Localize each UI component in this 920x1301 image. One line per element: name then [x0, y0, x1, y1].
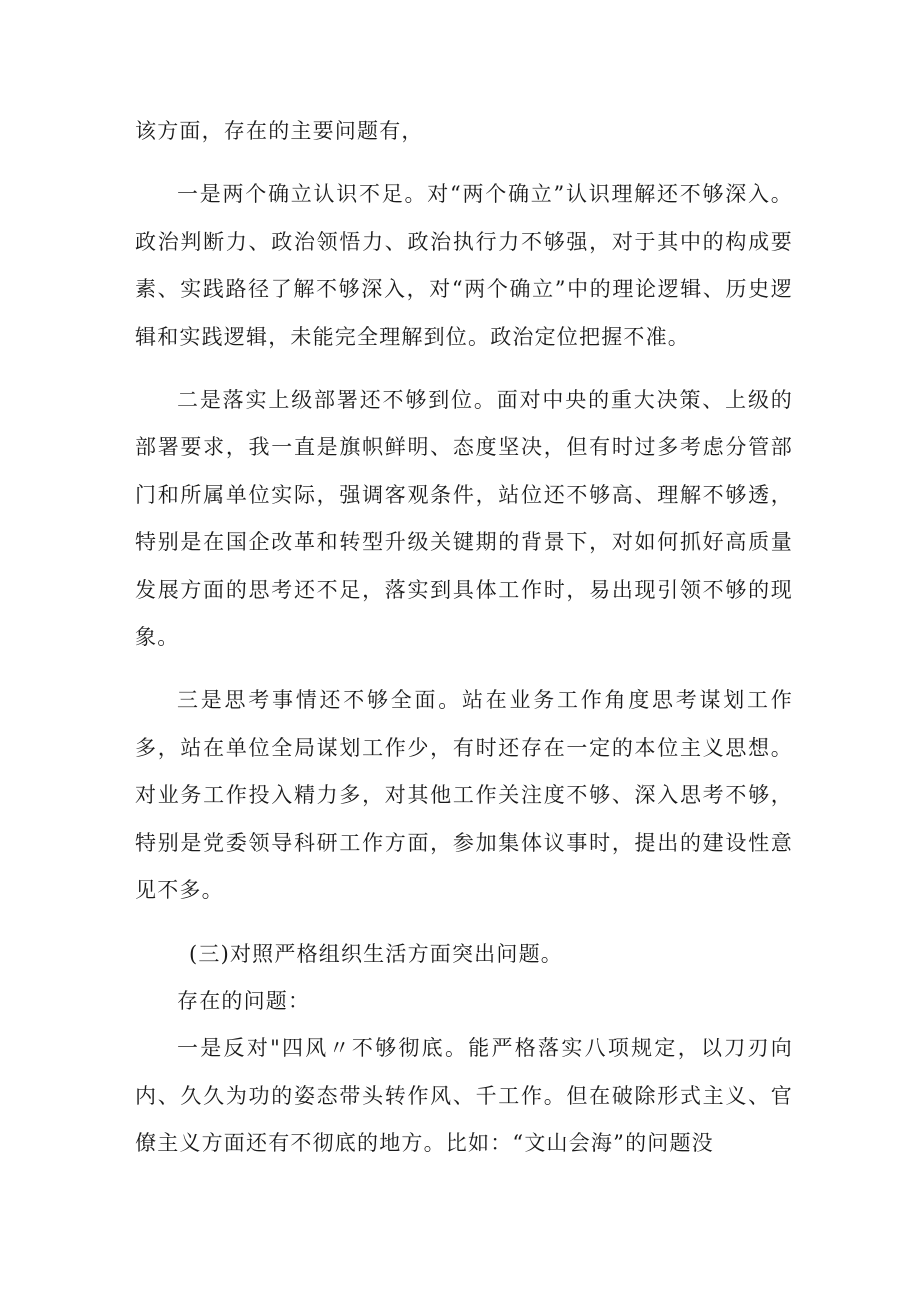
paragraph-point-two: 二是落实上级部署还不够到位。面对中央的重大决策、上级的部署要求，我一直是旗帜鲜明、态度坚决，但有时过多考虑分管部门和所属单位实际，强调客观条件，站位还不够高、理解不够透，特别是在国企改革和转型升级关键期的背景下，对如何抓好高质量发展方面的思考还不足，落实到具体工作时，易出现引领不够的现象。 [135, 388, 793, 650]
document-body [135, 108, 793, 1168]
paragraph-four-winds: 一是反对"四风〃不够彻底。能严格落实八项规定，以刀刃向内、久久为功的姿态带头转作风、千工作。但在破除形式主义、官僚主义方面还有不彻底的地方。比如：“文山会海”的问题没 [135, 1036, 793, 1156]
paragraph-point-three: 三是思考事情还不够全面。站在业务工作角度思考谋划工作多，站在单位全局谋划工作少，有时还存在一定的本位主义思想。对业务工作投入精力多，对其他工作关注度不够、深入思考不够，特别是党委领导科研工作方面，参加集体议事时，提出的建设性意见不多。 [135, 688, 793, 903]
paragraph-intro: 该方面，存在的主要问题有， [135, 119, 424, 143]
section-heading-three: (三)对照严格组织生活方面突出问题。 [189, 941, 563, 966]
paragraph-point-one: 一是两个确立认识不足。对“两个确立”认识理解还不够深入。政治判断力、政治领悟力、政治执行力不够强，对于其中的构成要素、实践路径了解不够深入，对“两个确立”中的理论逻辑、历史逻辑和实践逻辑，未能完全理解到位。政治定位把握不准。 [135, 182, 793, 349]
paragraph-problems-label: 存在的问题： [177, 988, 311, 1013]
